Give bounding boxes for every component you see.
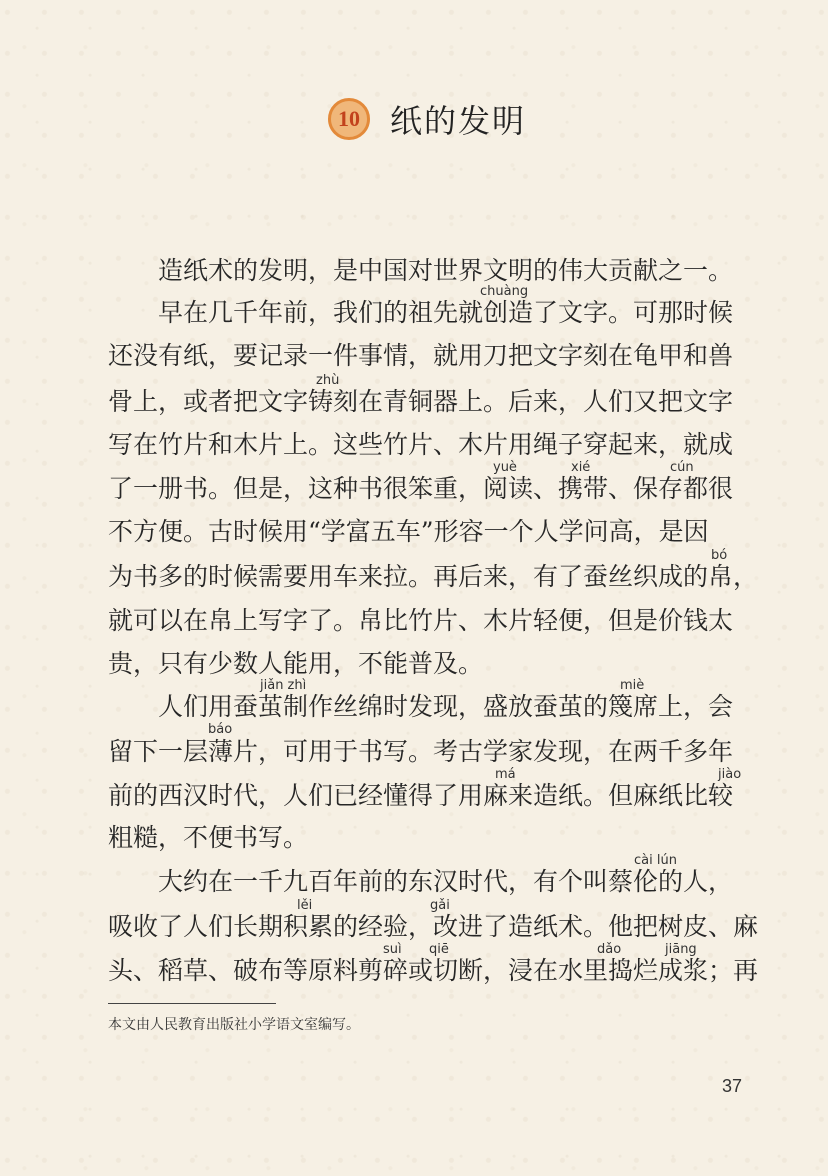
footnote: 本文由人民教育出版社小学语文室编写。 xyxy=(108,1017,360,1033)
lesson-number-badge: 10 xyxy=(328,98,370,140)
pinyin-annotation: bó xyxy=(711,548,728,563)
text-line: 就可以在帛上写字了。帛比竹片、木片轻便，但是价钱太 xyxy=(108,606,734,635)
pinyin-annotation: miè xyxy=(620,678,645,693)
page-number: 37 xyxy=(722,1076,743,1096)
text-line: 大约在一千九百年前的东汉时代，有个叫蔡伦的人， xyxy=(158,867,734,896)
text-line: 还没有纸，要记录一件事情，就用刀把文字刻在龟甲和兽 xyxy=(108,341,734,370)
pinyin-annotation: má xyxy=(495,767,516,782)
pinyin-annotation: chuàng xyxy=(480,284,529,299)
text-line: 粗糙，不便书写。 xyxy=(108,823,309,852)
pinyin-annotation: yuè xyxy=(493,460,517,475)
pinyin-annotation: qiē xyxy=(429,942,449,957)
text-line: 人们用蚕茧制作丝绵时发现，盛放蚕茧的篾席上，会 xyxy=(158,692,734,721)
footnote-rule xyxy=(108,1003,276,1004)
text-line: 留下一层薄片，可用于书写。考古学家发现，在两千多年 xyxy=(108,737,734,766)
pinyin-annotation: cài lún xyxy=(634,853,677,868)
text-line: 为书多的时候需要用车来拉。再后来，有了蚕丝织成的帛， xyxy=(108,562,759,591)
text-line: 造纸术的发明，是中国对世界文明的伟大贡献之一。 xyxy=(158,256,734,285)
text-line: 吸收了人们长期积累的经验，改进了造纸术。他把树皮、麻 xyxy=(108,912,759,941)
text-line: 不方便。古时候用“学富五车”形容一个人学问高，是因 xyxy=(108,517,709,546)
text-line: 头、稻草、破布等原料剪碎或切断，浸在水里捣烂成浆；再 xyxy=(108,956,759,985)
text-line: 早在几千年前，我们的祖先就创造了文字。可那时候 xyxy=(158,298,734,327)
pinyin-annotation: cún xyxy=(670,460,694,475)
pinyin-annotation: jiào xyxy=(718,767,742,782)
text-line: 贵，只有少数人能用，不能普及。 xyxy=(108,649,484,678)
pinyin-annotation: lěi xyxy=(297,898,313,913)
text-line: 骨上，或者把文字铸刻在青铜器上。后来，人们又把文字 xyxy=(108,387,734,416)
pinyin-annotation: xié xyxy=(571,460,591,475)
text-line: 了一册书。但是，这种书很笨重，阅读、携带、保存都很 xyxy=(108,474,734,503)
text-line: 写在竹片和木片上。这些竹片、木片用绳子穿起来，就成 xyxy=(108,430,734,459)
pinyin-annotation: báo xyxy=(208,722,233,737)
pinyin-annotation: jiāng xyxy=(665,942,697,957)
pinyin-annotation: jiǎn zhì xyxy=(260,678,307,693)
pinyin-annotation: suì xyxy=(383,942,402,957)
pinyin-annotation: zhù xyxy=(316,373,340,388)
pinyin-annotation: dǎo xyxy=(597,942,622,957)
pinyin-annotation: gǎi xyxy=(430,898,450,913)
lesson-title: 纸的发明 xyxy=(390,102,527,140)
text-line: 前的西汉时代，人们已经懂得了用麻来造纸。但麻纸比较 xyxy=(108,781,734,810)
